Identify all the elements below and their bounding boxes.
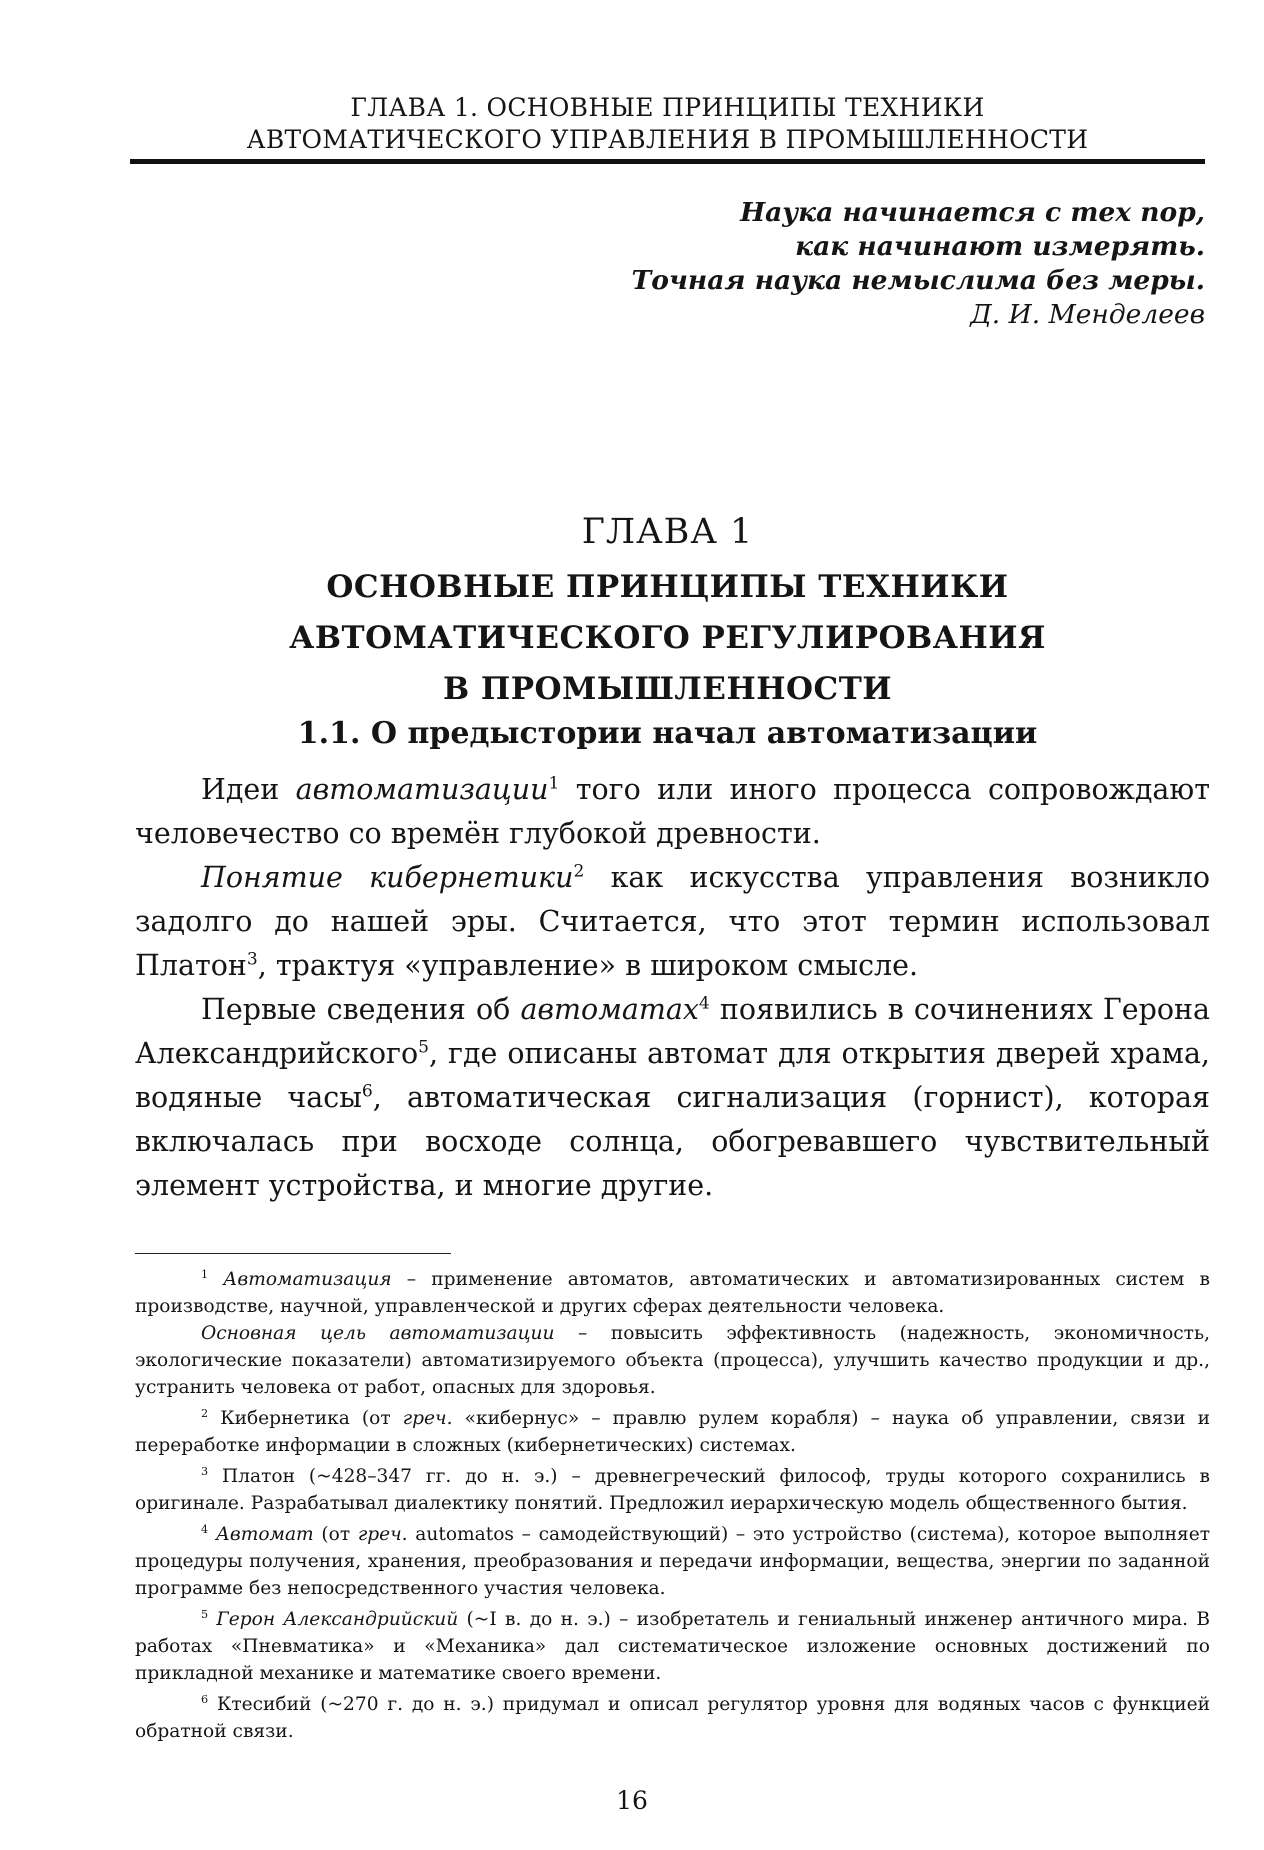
- footnote-number: 6: [201, 1692, 209, 1706]
- term-emphasis: автоматизации: [295, 773, 549, 806]
- chapter-title-line-2: АВТОМАТИЧЕСКОГО РЕГУЛИРОВАНИЯ: [289, 620, 1046, 656]
- chapter-label: ГЛАВА 1: [581, 512, 754, 552]
- footnote-text: – применение автоматов, автоматических и автоматизированных систем в производстве, научной, управленческой и других сферах деятельности человека.: [135, 1269, 1210, 1317]
- epigraph-line-2: как начинают измерять.: [795, 231, 1205, 262]
- footnote-text: – повысить эффективность (надежность, экономичность, экологические показатели) автоматизируемого объекта (процесса), улучшить качество продукции и др., устранить человека от работ, опасных для здоровья.: [135, 1323, 1210, 1398]
- footnote-number: 1: [201, 1267, 209, 1281]
- footnote-term: Герон Александрийский: [216, 1609, 459, 1630]
- footnote-separator: [135, 1253, 451, 1254]
- footnote-term: Автомат: [215, 1524, 314, 1545]
- paragraph-text: как искусства управления возникло задолго до нашей эры. Считается, что этот термин использовал Платон: [135, 861, 1211, 982]
- footnote-ref: 4: [698, 993, 710, 1014]
- footnote-ref: 5: [418, 1037, 430, 1058]
- epigraph-line-3: Точная наука немыслима без меры.: [631, 265, 1205, 296]
- chapter-title-line-1: ОСНОВНЫЕ ПРИНЦИПЫ ТЕХНИКИ: [326, 569, 1009, 605]
- footnote-term: Основная цель автоматизации: [201, 1323, 555, 1344]
- footnote-number: 3: [201, 1464, 209, 1478]
- footnote-ref: 3: [246, 949, 258, 970]
- epigraph-line-1: Наука начинается с тех пор,: [740, 197, 1205, 228]
- footnote-1: [135, 1266, 1210, 1320]
- footnote-text: «кибернус» – правлю рулем корабля) – наука об управлении, связи и переработке информации в сложных (кибернетических) системах.: [135, 1408, 1210, 1456]
- footnote-6: [135, 1691, 1210, 1745]
- term-emphasis: автоматах: [520, 993, 699, 1026]
- footnote-text: Кибернетика (от: [220, 1408, 403, 1429]
- footnote-3: [135, 1463, 1210, 1517]
- paragraph-text: того или иного процесса сопровождают человечество со времён глубокой древности.: [135, 773, 1210, 850]
- paragraph-text: , где описаны автомат для открытия дверей храма, водяные часы: [135, 1037, 1210, 1114]
- footnote-number: 5: [201, 1607, 209, 1621]
- epigraph: [385, 196, 1205, 332]
- chapter-title: [130, 562, 1205, 715]
- paragraph-text: , трактуя «управление» в широком смысле.: [257, 949, 919, 982]
- footnote-text: Платон (~428–347 гг. до н. э.) – древнегреческий философ, труды которого сохранились в оригинале. Разрабатывал диалектику понятий. Предложил иерархическую модель общественного бытия.: [135, 1466, 1210, 1514]
- footnote-number: 4: [201, 1522, 209, 1536]
- paragraph: [135, 988, 1210, 1208]
- paragraph: [135, 768, 1210, 856]
- footnote-term: греч.: [357, 1524, 408, 1545]
- paragraph-text: появились в сочинениях Герона Александрийского: [135, 993, 1210, 1070]
- page-number: 16: [616, 1786, 648, 1815]
- running-head: [130, 92, 1205, 156]
- footnote-text: Ктесибий (~270 г. до н. э.) придумал и описал регулятор уровня для водяных часов с функцией обратной связи.: [135, 1694, 1210, 1742]
- footnote-term: греч.: [402, 1408, 453, 1429]
- footnote-4: [135, 1521, 1210, 1602]
- footnote-ref: 2: [573, 861, 585, 882]
- paragraph-text: Идеи: [201, 773, 296, 806]
- epigraph-author: Д. И. Менделеев: [970, 299, 1205, 330]
- running-head-line-2: АВТОМАТИЧЕСКОГО УПРАВЛЕНИЯ В ПРОМЫШЛЕННОСТИ: [246, 125, 1089, 154]
- footnote-text: automatos – самодействующий) – это устройство (система), которое выполняет процедуры получения, хранения, преобразования и передачи информации, вещества, энергии по заданной программе без непосредственного участия человека.: [135, 1524, 1211, 1599]
- term-emphasis: Понятие кибернетики: [201, 861, 574, 894]
- footnote-ref: 6: [361, 1081, 373, 1102]
- running-head-line-1: ГЛАВА 1. ОСНОВНЫЕ ПРИНЦИПЫ ТЕХНИКИ: [350, 93, 985, 122]
- footnote-5: [135, 1606, 1210, 1687]
- paragraph-text: Первые сведения об: [201, 993, 521, 1026]
- body-text: [135, 768, 1210, 1208]
- footnotes: [135, 1266, 1210, 1749]
- footnote-text: (~I в. до н. э.) – изобретатель и гениальный инженер античного мира. В работах «Пневматика» и «Механика» дал систематическое изложение основных достижений по прикладной механике и математике своего времени.: [135, 1609, 1210, 1684]
- header-rule: [130, 159, 1205, 164]
- section-title: 1.1. О предыстории начал автоматизации: [297, 716, 1038, 751]
- paragraph: [135, 856, 1210, 988]
- footnote-text: (от: [313, 1524, 358, 1545]
- footnote-2: [135, 1405, 1210, 1459]
- footnote-ref: 1: [548, 773, 560, 794]
- footnote-number: 2: [201, 1406, 209, 1420]
- footnote-1-continued: [135, 1320, 1210, 1401]
- chapter-title-line-3: В ПРОМЫШЛЕННОСТИ: [442, 671, 893, 707]
- footnote-term: Автоматизация: [223, 1269, 392, 1290]
- paragraph-text: , автоматическая сигнализация (горнист), которая включалась при восходе солнца, обогревавшего чувствительный элемент устройства, и многие другие.: [135, 1081, 1210, 1202]
